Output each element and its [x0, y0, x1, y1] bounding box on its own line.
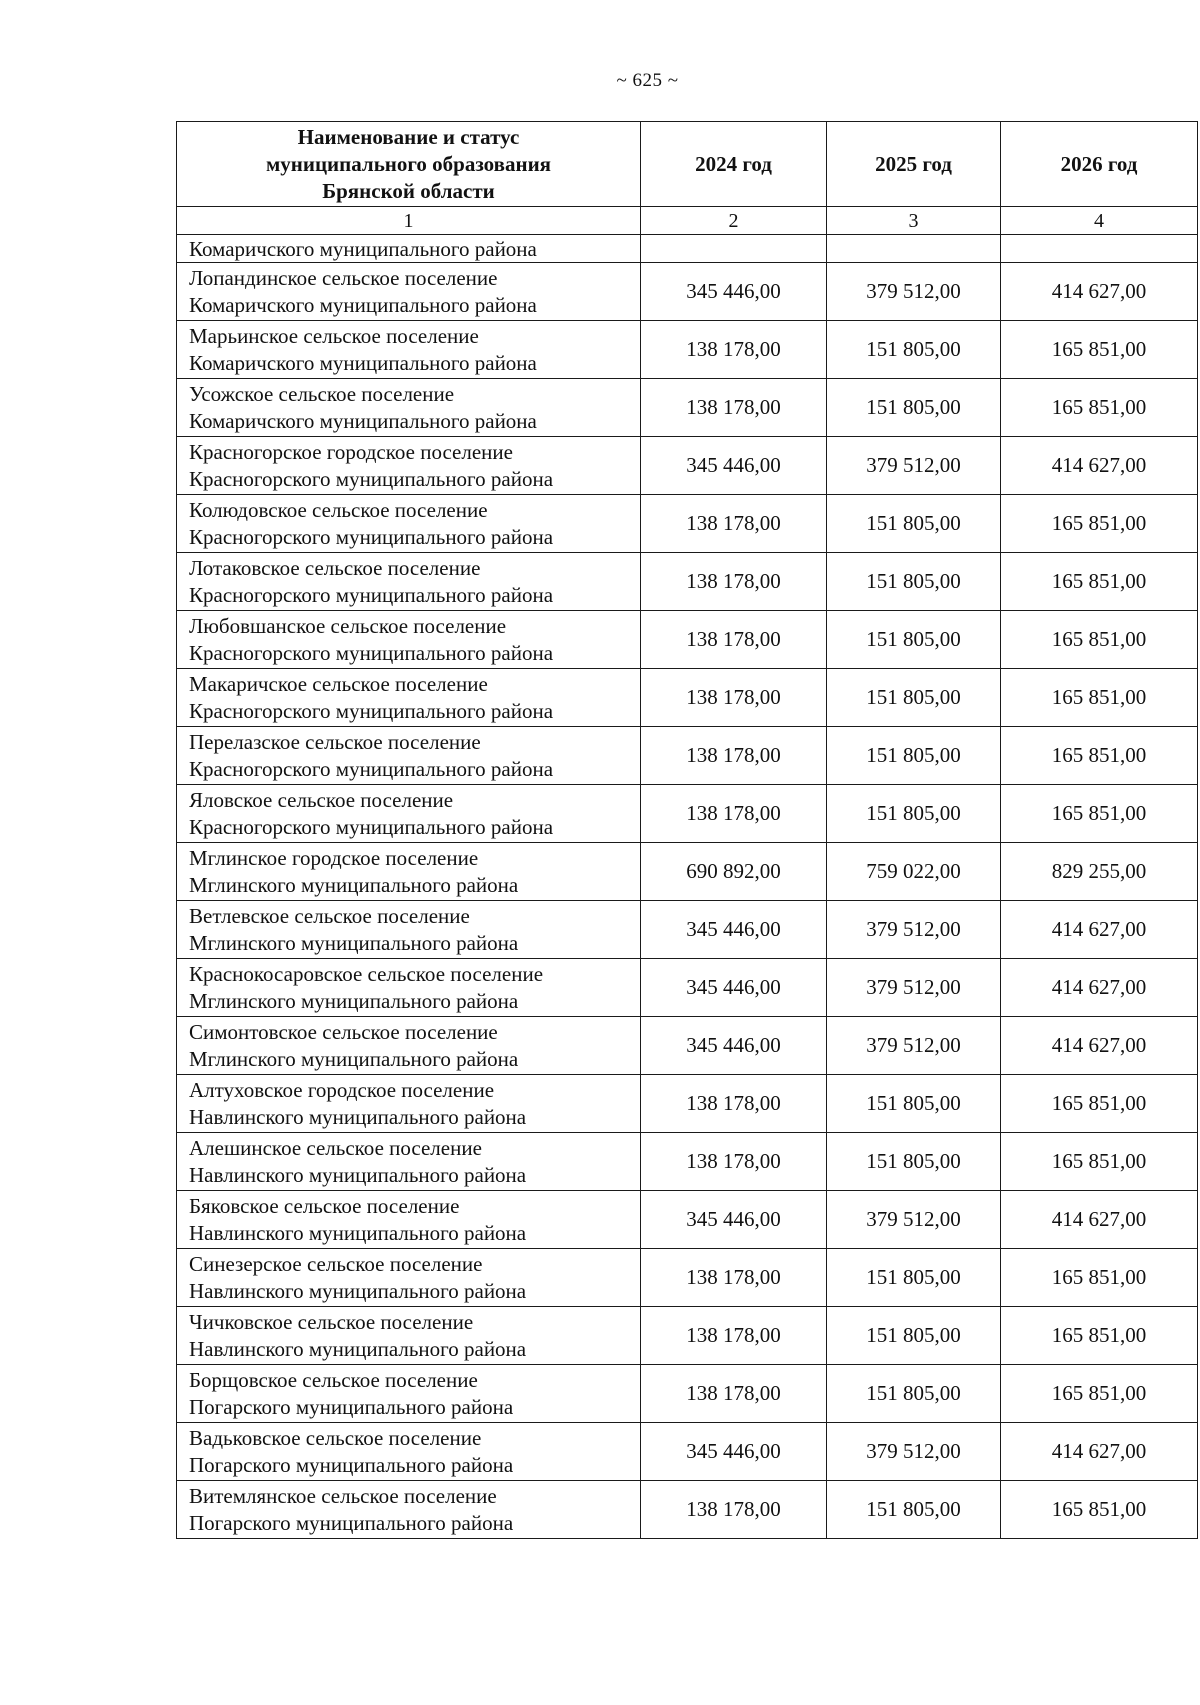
amount-2024: 345 446,00 — [641, 437, 827, 495]
header-name-line: Наименование и статус — [297, 124, 520, 149]
empty-cell — [827, 235, 1001, 263]
municipality-name-line: Мглинское городское поселение — [189, 845, 479, 870]
amount-2026: 165 851,00 — [1001, 611, 1198, 669]
municipality-name-line: Перелазское сельское поселение — [189, 729, 481, 754]
amount-2026: 165 851,00 — [1001, 1365, 1198, 1423]
municipality-name-line: Любовшанское сельское поселение — [189, 613, 507, 638]
header-name — [177, 122, 641, 207]
amount-2026: 165 851,00 — [1001, 1307, 1198, 1365]
municipality-name-line: Бяковское сельское поселение — [189, 1193, 460, 1218]
amount-2025: 379 512,00 — [827, 1017, 1001, 1075]
municipality-name-line: Погарского муниципального района — [189, 1510, 514, 1535]
municipality-name-line: Красногорского муниципального района — [189, 466, 554, 491]
municipality-name-line: Красногорского муниципального района — [189, 524, 554, 549]
amount-2026: 165 851,00 — [1001, 1075, 1198, 1133]
table-row — [177, 495, 1198, 553]
municipality-name — [177, 495, 641, 553]
municipality-name-line: Навлинского муниципального района — [189, 1278, 527, 1303]
municipality-name-line: Борщовское сельское поселение — [189, 1367, 478, 1392]
table-row — [177, 321, 1198, 379]
amount-2024: 345 446,00 — [641, 959, 827, 1017]
municipality-name — [177, 263, 641, 321]
municipality-name-line: Навлинского муниципального района — [189, 1336, 527, 1361]
amount-2026: 414 627,00 — [1001, 901, 1198, 959]
amount-2026: 165 851,00 — [1001, 727, 1198, 785]
amount-2025: 151 805,00 — [827, 1365, 1001, 1423]
amount-2024: 138 178,00 — [641, 495, 827, 553]
municipality-name — [177, 1365, 641, 1423]
amount-2025: 379 512,00 — [827, 1191, 1001, 1249]
amount-2026: 414 627,00 — [1001, 959, 1198, 1017]
column-number: 4 — [1001, 207, 1198, 235]
table-row — [177, 669, 1198, 727]
amount-2026: 829 255,00 — [1001, 843, 1198, 901]
page-number: ~ 625 ~ — [616, 70, 679, 91]
municipality-name-line: Ветлевское сельское поселение — [189, 903, 470, 928]
amount-2026: 165 851,00 — [1001, 785, 1198, 843]
municipality-name-line: Красногорского муниципального района — [189, 756, 554, 781]
amount-2025: 151 805,00 — [827, 611, 1001, 669]
municipality-name — [177, 379, 641, 437]
municipality-name-line: Погарского муниципального района — [189, 1452, 514, 1477]
continued-row-name: Комаричского муниципального района — [177, 235, 641, 263]
amount-2025: 151 805,00 — [827, 1307, 1001, 1365]
municipality-name — [177, 1249, 641, 1307]
municipality-name-line: Комаричского муниципального района — [189, 292, 537, 317]
amount-2025: 379 512,00 — [827, 437, 1001, 495]
amount-2024: 138 178,00 — [641, 379, 827, 437]
table-row — [177, 553, 1198, 611]
amount-2025: 151 805,00 — [827, 1075, 1001, 1133]
municipality-name-line: Комаричского муниципального района — [189, 408, 537, 433]
amount-2024: 138 178,00 — [641, 785, 827, 843]
table-row — [177, 785, 1198, 843]
municipality-name-line: Чичковское сельское поселение — [189, 1309, 474, 1334]
amount-2024: 345 446,00 — [641, 901, 827, 959]
municipality-name — [177, 1481, 641, 1539]
table-row — [177, 1481, 1198, 1539]
table-row — [177, 1191, 1198, 1249]
amount-2025: 379 512,00 — [827, 901, 1001, 959]
municipality-name-line: Погарского муниципального района — [189, 1394, 514, 1419]
amount-2024: 138 178,00 — [641, 669, 827, 727]
amount-2025: 151 805,00 — [827, 553, 1001, 611]
municipality-name-line: Вадьковское сельское поселение — [189, 1425, 482, 1450]
municipality-name-line: Алешинское сельское поселение — [189, 1135, 482, 1160]
table-row — [177, 1133, 1198, 1191]
amount-2024: 345 446,00 — [641, 1191, 827, 1249]
column-number: 1 — [177, 207, 641, 235]
municipality-name-line: Колюдовское сельское поселение — [189, 497, 488, 522]
amount-2025: 151 805,00 — [827, 495, 1001, 553]
empty-cell — [1001, 235, 1198, 263]
municipality-name-line: Красногорского муниципального района — [189, 640, 554, 665]
municipality-name-line: Лотаковское сельское поселение — [189, 555, 481, 580]
municipality-name-line: Краснокосаровское сельское поселение — [189, 961, 544, 986]
amount-2024: 138 178,00 — [641, 1307, 827, 1365]
municipality-name-line: Мглинского муниципального района — [189, 930, 519, 955]
table-header — [177, 122, 1198, 235]
table-body — [177, 235, 1198, 1539]
table-row — [177, 959, 1198, 1017]
amount-2026: 414 627,00 — [1001, 1191, 1198, 1249]
amount-2024: 138 178,00 — [641, 553, 827, 611]
amount-2025: 151 805,00 — [827, 1133, 1001, 1191]
amount-2025: 151 805,00 — [827, 379, 1001, 437]
amount-2026: 165 851,00 — [1001, 553, 1198, 611]
amount-2026: 165 851,00 — [1001, 1249, 1198, 1307]
empty-cell — [641, 235, 827, 263]
municipality-name — [177, 321, 641, 379]
municipality-name-line: Красногорского муниципального района — [189, 814, 554, 839]
municipality-name — [177, 1191, 641, 1249]
table-row — [177, 843, 1198, 901]
municipality-name-line: Навлинского муниципального района — [189, 1162, 527, 1187]
municipality-name-line: Мглинского муниципального района — [189, 872, 519, 897]
amount-2024: 138 178,00 — [641, 1481, 827, 1539]
table-row — [177, 379, 1198, 437]
municipality-name-line: Мглинского муниципального района — [189, 988, 519, 1013]
municipality-name — [177, 1423, 641, 1481]
municipality-name — [177, 1307, 641, 1365]
amount-2025: 151 805,00 — [827, 669, 1001, 727]
amount-2026: 414 627,00 — [1001, 437, 1198, 495]
municipality-name — [177, 843, 641, 901]
municipality-name-line: Макаричское сельское поселение — [189, 671, 488, 696]
table-row — [177, 1423, 1198, 1481]
municipality-name-line: Навлинского муниципального района — [189, 1220, 527, 1245]
amount-2025: 151 805,00 — [827, 1249, 1001, 1307]
municipality-name — [177, 437, 641, 495]
header-name-line: муниципального образования — [265, 151, 552, 176]
table-row — [177, 437, 1198, 495]
continued-row — [177, 235, 1198, 263]
amount-2025: 759 022,00 — [827, 843, 1001, 901]
header-name-line: Брянской области — [322, 178, 495, 203]
amount-2025: 151 805,00 — [827, 321, 1001, 379]
amount-2024: 345 446,00 — [641, 1017, 827, 1075]
municipality-name-line: Симонтовское сельское поселение — [189, 1019, 498, 1044]
amount-2026: 165 851,00 — [1001, 495, 1198, 553]
municipality-name-line: Марьинское сельское поселение — [189, 323, 479, 348]
municipality-name-line: Лопандинское сельское поселение — [189, 265, 498, 290]
amount-2024: 345 446,00 — [641, 1423, 827, 1481]
amount-2026: 414 627,00 — [1001, 1423, 1198, 1481]
amount-2024: 138 178,00 — [641, 1365, 827, 1423]
municipality-name-line: Усожское сельское поселение — [189, 381, 455, 406]
amount-2024: 138 178,00 — [641, 611, 827, 669]
municipality-name-line: Навлинского муниципального района — [189, 1104, 527, 1129]
amount-2024: 138 178,00 — [641, 1075, 827, 1133]
municipality-name — [177, 553, 641, 611]
municipality-name-line: Яловское сельское поселение — [189, 787, 454, 812]
table-row — [177, 1017, 1198, 1075]
amount-2026: 414 627,00 — [1001, 263, 1198, 321]
amount-2024: 690 892,00 — [641, 843, 827, 901]
amount-2024: 138 178,00 — [641, 321, 827, 379]
municipality-name-line: Мглинского муниципального района — [189, 1046, 519, 1071]
amount-2025: 379 512,00 — [827, 959, 1001, 1017]
municipality-name — [177, 785, 641, 843]
municipality-name — [177, 959, 641, 1017]
municipality-name-line: Синезерское сельское поселение — [189, 1251, 483, 1276]
column-number: 2 — [641, 207, 827, 235]
table-row — [177, 1249, 1198, 1307]
amount-2024: 138 178,00 — [641, 727, 827, 785]
municipality-name — [177, 1075, 641, 1133]
municipality-name-line: Витемлянское сельское поселение — [189, 1483, 497, 1508]
amount-2026: 165 851,00 — [1001, 1133, 1198, 1191]
municipality-name-line: Красногорского муниципального района — [189, 698, 554, 723]
municipality-name — [177, 1133, 641, 1191]
amount-2024: 345 446,00 — [641, 263, 827, 321]
amount-2024: 138 178,00 — [641, 1249, 827, 1307]
column-number: 3 — [827, 207, 1001, 235]
header-2025: 2025 год — [827, 122, 1001, 207]
table-row — [177, 1075, 1198, 1133]
amount-2025: 151 805,00 — [827, 1481, 1001, 1539]
municipality-name — [177, 611, 641, 669]
table-row — [177, 727, 1198, 785]
table-row — [177, 611, 1198, 669]
municipality-name-line: Красногорского муниципального района — [189, 582, 554, 607]
municipality-name — [177, 1017, 641, 1075]
amount-2025: 379 512,00 — [827, 1423, 1001, 1481]
amount-2025: 151 805,00 — [827, 727, 1001, 785]
amount-2026: 165 851,00 — [1001, 1481, 1198, 1539]
amount-2026: 165 851,00 — [1001, 379, 1198, 437]
table-row — [177, 901, 1198, 959]
municipality-name — [177, 901, 641, 959]
amount-2025: 151 805,00 — [827, 785, 1001, 843]
municipality-name-line: Комаричского муниципального района — [189, 350, 537, 375]
amount-2026: 165 851,00 — [1001, 669, 1198, 727]
table-row — [177, 1307, 1198, 1365]
column-number-row — [177, 207, 1198, 235]
header-2026: 2026 год — [1001, 122, 1198, 207]
budget-table — [176, 121, 1198, 1539]
municipality-name — [177, 669, 641, 727]
municipality-name-line: Алтуховское городское поселение — [189, 1077, 495, 1102]
municipality-name — [177, 727, 641, 785]
amount-2025: 379 512,00 — [827, 263, 1001, 321]
amount-2026: 414 627,00 — [1001, 1017, 1198, 1075]
amount-2024: 138 178,00 — [641, 1133, 827, 1191]
table-row — [177, 263, 1198, 321]
header-2024: 2024 год — [641, 122, 827, 207]
table-row — [177, 1365, 1198, 1423]
municipality-name-line: Красногорское городское поселение — [189, 439, 513, 464]
amount-2026: 165 851,00 — [1001, 321, 1198, 379]
